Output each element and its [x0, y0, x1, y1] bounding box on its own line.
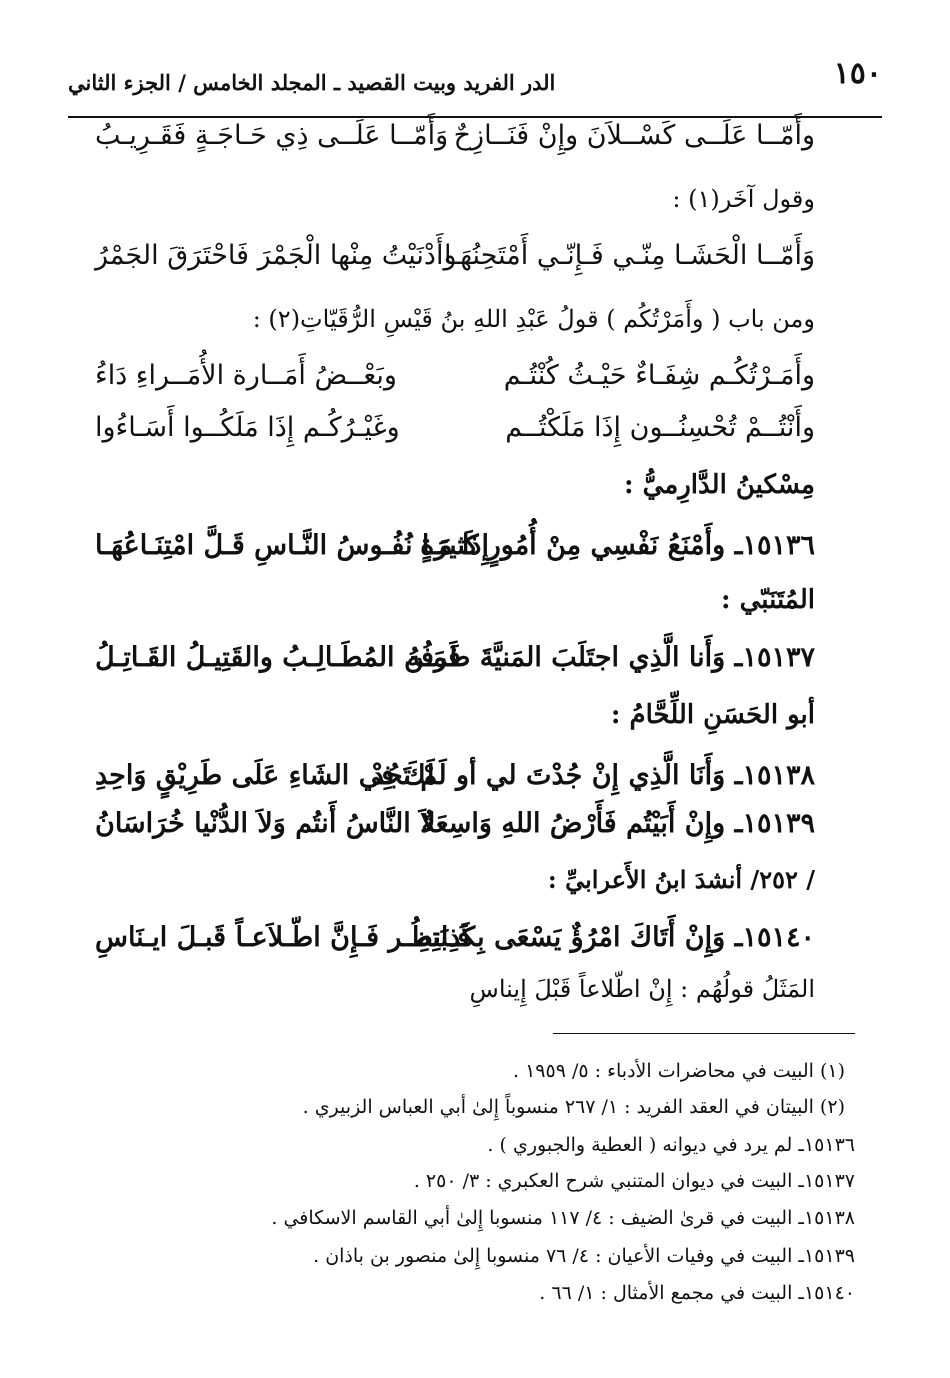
second-hemistich: فَمَـن المُطَـالِـبُ والقَتِيـلُ القَـاتِـلُ — [95, 642, 461, 673]
proverb-note: المَثَلُ قولُهُم : إِنْ اطّلاعاً قَبْلَ إِيناسِ — [469, 975, 815, 1003]
first-hemistich: وأَنْتُــمْ تُحْسِنُــون إِذَا مَلَكْتُــم — [505, 412, 815, 443]
first-hemistich: ١٥١٣٨ـ وَأَنَا الَّذِي إِنْ جُدْتَ لي أو لَمْ تَجُدْ — [371, 760, 815, 791]
second-hemistich: لَكَ فِي الشَاءِ عَلَى طَرِيْقٍ وَاحِدِ — [95, 760, 435, 791]
poet-name: أبو الحَسَنِ اللِّحَّامُ : — [610, 700, 815, 730]
main-text — [95, 0, 815, 1030]
running-title: الدر الفريد وبيت القصيد ـ المجلد الخامس / الجزء الثاني — [68, 70, 556, 95]
verse-line — [95, 530, 815, 574]
footnote: (١) البيت في محاضرات الأدباء : ٥/ ١٩٥٩ . — [513, 1060, 845, 1082]
verse-line — [95, 412, 815, 456]
footnote: ١٥١٣٧ـ البيت في ديوان المتنبي شرح العكبري : ٣/ ٢٥٠ . — [413, 1170, 855, 1192]
second-hemistich: وغَيْـرُكُـم إِذَا مَلَكُــوا أَسَـاءُوا — [95, 412, 400, 443]
second-hemistich: فَـانظُـر فَـإِنَّ اطّـلاَعـاً قَبـلَ ايـنَاسِ — [95, 922, 470, 953]
footnote: ١٥١٤٠ـ البيت في مجمع الأمثال : ١/ ٦٦ . — [539, 1282, 855, 1304]
first-hemistich: وأَمّــا عَلَــى كَسْــلاَنَ وإِنْ فَنَــازِحٌ — [453, 120, 815, 151]
first-hemistich: ١٥١٤٠ـ وَإِنْ أَتَاكَ امْرُؤٌ يَسْعَى بِكَذِبَتِهِ — [417, 922, 815, 953]
second-hemistich: وأَدْنَيْتُ مِنْها الْجَمْرَ فَاحْتَرَقَ الجَمْرُ — [95, 240, 457, 271]
footnote: (٢) البيتان في العقد الفريد : ١/ ٢٦٧ منسوباً إِلىٰ أبي العباس الزبيري . — [302, 1096, 845, 1118]
footnote-rule — [553, 1033, 855, 1034]
first-hemistich: ١٥١٣٦ـ وأَمْنَعُ نَفْسِي مِنْ أُمُورٍ كَثيرَةٍ — [420, 530, 815, 561]
citation-intro: وقول آخَر(١) : — [672, 185, 815, 213]
verse-line — [95, 360, 815, 404]
verse-line — [95, 120, 815, 164]
first-hemistich: ١٥١٣٩ـ وإِنْ أَبَيْتُم فَأَرْضُ اللهِ وَاسِعَةٌ — [421, 808, 815, 839]
first-hemistich: وأَمَـرْتُكُـم شِفَـاءٌ حَيْـثُ كُنْتُـم — [503, 360, 815, 391]
second-hemistich: وبَعْــضُ أَمَــارة الأُمَــراءِ دَاءُ — [95, 360, 397, 391]
first-hemistich: وَأَمّــا الْحَشَـا مِنّـي فَـإِنّـي أَمْتَحِنُهَـا — [443, 240, 815, 271]
page-number: ١٥٠ — [833, 56, 882, 91]
citation-intro: ومن باب ( وأَمَرْتُكُم ) قولُ عَبْدِ اللهِ بنُ قَيْسِ الرُّقَيّاتِ(٢) : — [252, 305, 815, 333]
poet-name: المُتَنَبّي : — [720, 585, 815, 615]
second-hemistich: لاَ النَّاسُ أَنتُم وَلاَ الدُّنْيا خُرَاسَانُ — [95, 808, 436, 839]
verse-line — [95, 760, 815, 804]
verse-line — [95, 922, 815, 966]
footnote: ١٥١٣٩ـ البيت في وفيات الأعيان : ٤/ ٧٦ منسوبا إِلىٰ منصور بن باذان . — [313, 1245, 855, 1267]
poet-name: مِسْكينُ الدَّارِميُّ : — [624, 470, 815, 500]
verse-line — [95, 240, 815, 284]
citation-intro: / ٢٥٢/ أنشدَ ابنُ الأَعرابيِّ : — [547, 865, 815, 894]
footnote: ١٥١٣٦ـ لم يرد في ديوانه ( العطية والجبوري ) . — [487, 1134, 855, 1156]
second-hemistich: إِذَا مَـا نُفُـوسُ النَّـاسِ قَـلَّ امْتِنَـاعُهَـا — [95, 530, 489, 561]
second-hemistich: وَأَمّــا عَلَــى ذِي حَـاجَـةٍ فَقَـرِيـبُ — [95, 120, 449, 151]
verse-line — [95, 642, 815, 686]
first-hemistich: ١٥١٣٧ـ وَأَنا الَّذِي اجتَلَبَ المَنيَّةَ طَرفُهُ — [406, 642, 815, 673]
footnote: ١٥١٣٨ـ البيت في قرىٰ الضيف : ٤/ ١١٧ منسوبا إِلىٰ أبي القاسم الاسكافي . — [271, 1207, 855, 1229]
verse-line — [95, 808, 815, 852]
